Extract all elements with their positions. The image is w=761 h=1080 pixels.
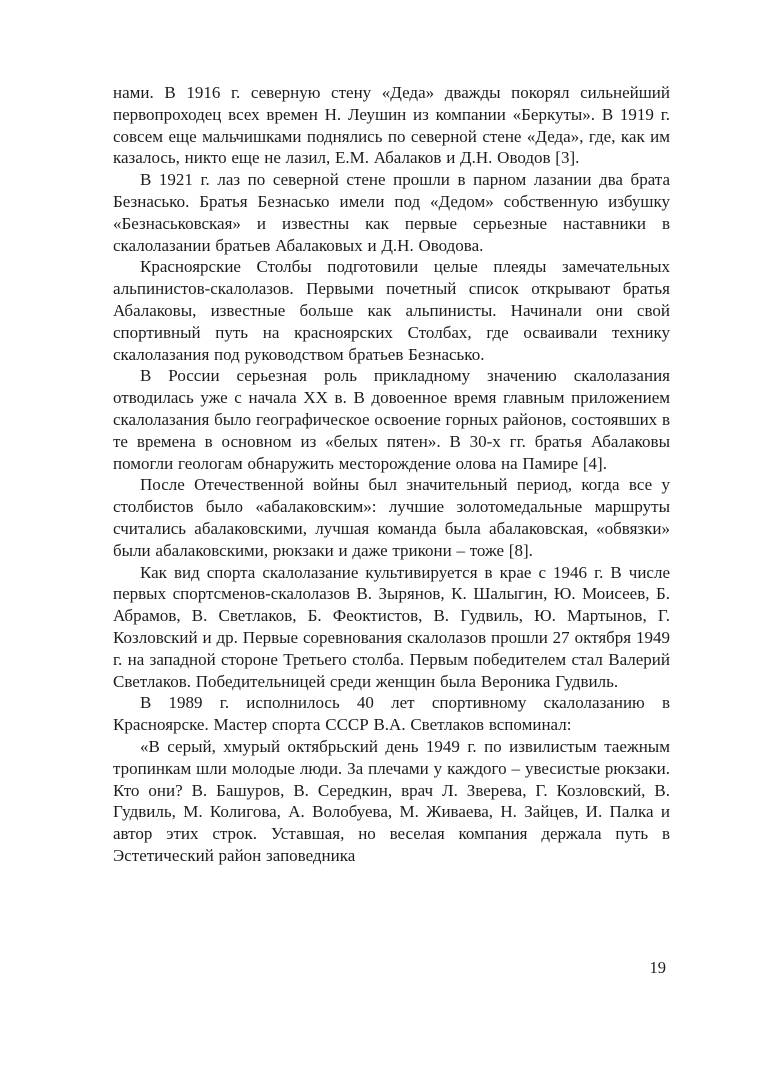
paragraph: В России серьезная роль прикладному значению скалолазания отводилась уже с начала XX в. В довоенное время главным приложением скалолазания было географическое освоение горных районов, состоявших в те времена в основном из «белых пятен». В 30-х гг. братья Абалаковы помогли геологам обнаружить месторождение олова на Памире [4]. [113, 366, 670, 473]
paragraph: Как вид спорта скалолазание культивируется в крае с 1946 г. В числе первых спортсменов-скалолазов В. Зырянов, К. Шалыгин, Ю. Моисеев, Б. Абрамов, В. Светлаков, Б. Феоктистов, В. Гудвиль, Ю. Мартынов, Г. Козловский и др. Первые соревнования скалолазов прошли 27 октября 1949 г. на западной стороне Третьего столба. Первым победителем стал Валерий Светлаков. Победительницей среди женщин была Вероника Гудвиль. [113, 562, 670, 691]
paragraph: В 1921 г. лаз по северной стене прошли в парном лазании два брата Безнасько. Братья Безнасько имели под «Дедом» собственную избушку «Безнаськовская» и известны как первые серьезные наставники в скалолазании братьев Абалаковых и Д.Н. Оводова. [113, 170, 670, 255]
paragraph: В 1989 г. исполнилось 40 лет спортивному скалолазанию в Красноярске. Мастер спорта СССР В.А. Светлаков вспоминал: [113, 693, 670, 735]
paragraph-continuation: нами. В 1916 г. северную стену «Деда» дважды покорял сильнейший первопроходец всех времен Н. Леушин из компании «Беркуты». В 1919 г. совсем еще мальчишками поднялись по северной стене «Деда», где, как им казалось, никто еще не лазил, Е.М. Абалаков и Д.Н. Оводов [3]. [113, 83, 670, 168]
page-text-block [113, 82, 670, 867]
paragraph-quote: «В серый, хмурый октябрьский день 1949 г. по извилистым таежным тропинкам шли молодые люди. За плечами у каждого – увесистые рюкзаки. Кто они? В. Башуров, В. Середкин, врач Л. Зверева, Г. Козловский, В. Гудвиль, М. Колигова, А. Волобуева, М. Живаева, Н. Зайцев, И. Палка и автор этих строк. Уставшая, но веселая компания держала путь в Эстетический район заповедника [113, 736, 670, 865]
paragraph: Красноярские Столбы подготовили целые плеяды замечательных альпинистов-скалолазов. Первыми почетный список открывают братья Абалаковы, известные больше как альпинисты. Начинали они свой спортивный путь на красноярских Столбах, где осваивали технику скалолазания под руководством братьев Безнасько. [113, 257, 670, 364]
paragraph: После Отечественной войны был значительный период, когда все у столбистов было «абалаковским»: лучшие золотомедальные маршруты считались абалаковскими, лучшая команда была абалаковская, «обвязки» были абалаковскими, рюкзаки и даже трикони – тоже [8]. [113, 475, 670, 560]
page-number: 19 [649, 958, 666, 977]
